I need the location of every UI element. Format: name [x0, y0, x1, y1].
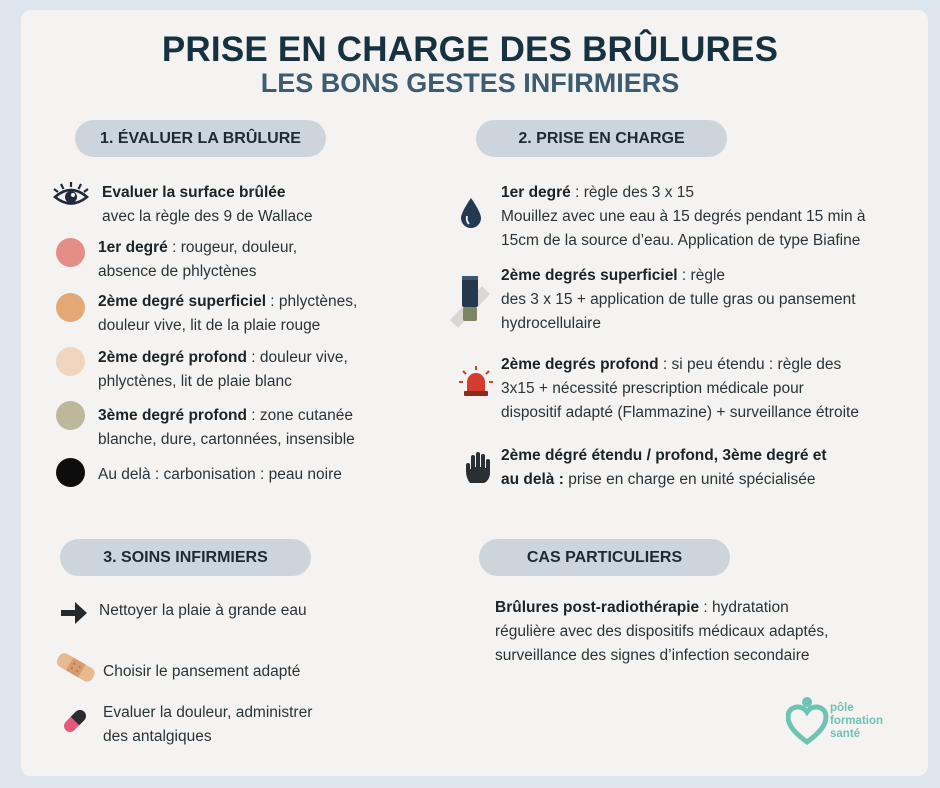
arrow-right-icon — [58, 598, 90, 628]
first-degree-item — [98, 236, 297, 284]
special-radiotherapy-item — [495, 596, 828, 668]
logo-text — [830, 702, 883, 741]
page-title: PRISE EN CHARGE DES BRÛLURES — [161, 30, 779, 69]
care-first-degree-text3: 15cm de la source d’eau. Application de type Biafine — [501, 232, 861, 249]
first-degree-bold: 1er degré — [98, 239, 168, 256]
nursing-pain-text2: des antalgiques — [103, 728, 212, 745]
logo-line2: formation — [830, 715, 884, 727]
care-extended-item — [501, 444, 827, 492]
special-text3: surveillance des signes d’infection secondaire — [495, 647, 810, 664]
care-second-superficial-text: : règle — [677, 267, 726, 284]
care-second-deep-text3: dispositif adapté (Flammazine) + surveillance étroite — [501, 404, 859, 421]
alarm-light-icon — [458, 364, 494, 398]
bandage-icon — [54, 648, 98, 686]
second-degree-deep-item — [98, 346, 348, 394]
second-degree-superficial-bold: 2ème degré superficiel — [98, 293, 266, 310]
third-degree-text2: blanche, dure, cartonnées, insensible — [98, 431, 355, 448]
second-degree-superficial-item — [98, 290, 357, 338]
first-degree-text2: absence de phlyctènes — [98, 263, 257, 280]
care-extended-text2: prise en charge en unité spécialisée — [563, 471, 816, 488]
care-second-superficial-text3: hydrocellulaire — [501, 315, 601, 332]
second-degree-superficial-text: : phlyctènes, — [266, 293, 358, 310]
section-nursing-heading: 3. SOINS INFIRMIERS — [60, 539, 311, 576]
logo-line1: pôle — [830, 702, 854, 714]
page-subtitle: LES BONS GESTES INFIRMIERS — [260, 68, 680, 98]
first-degree-color-dot — [56, 238, 85, 267]
section-special-heading: CAS PARTICULIERS — [479, 539, 730, 576]
nursing-clean-text: Nettoyer la plaie à grande eau — [99, 602, 307, 619]
nursing-bandage-text: Choisir le pansement adapté — [103, 663, 301, 680]
care-second-deep-bold: 2ème degrés profond — [501, 356, 659, 373]
care-second-deep-text2: 3x15 + nécessité prescription médicale pour — [501, 380, 804, 397]
care-first-degree-text2: Mouillez avec une eau à 15 degrés pendant 15 min à — [501, 208, 866, 225]
heart-logo-icon — [786, 696, 832, 746]
logo-line3: santé — [830, 728, 861, 740]
second-degree-deep-bold: 2ème degré profond — [98, 349, 247, 366]
special-bold: Brûlures post-radiothérapie — [495, 599, 700, 616]
third-degree-bold: 3ème degré profond — [98, 407, 247, 424]
special-text: : hydratation — [699, 599, 789, 616]
carbonisation-text: Au delà : carbonisation : peau noire — [98, 466, 342, 483]
nursing-pain-item — [103, 701, 312, 749]
section-evaluate-heading: 1. ÉVALUER LA BRÛLURE — [75, 120, 326, 157]
third-degree-color-dot — [56, 401, 85, 430]
care-extended-bold: 2ème dégré étendu / profond, 3ème degré et — [501, 447, 827, 464]
care-second-deep-text: : si peu étendu : règle des — [658, 356, 842, 373]
special-text2: régulière avec des dispositifs médicaux adaptés, — [495, 623, 829, 640]
care-second-superficial-bold: 2ème degrés superficiel — [501, 267, 678, 284]
care-second-superficial-text2: des 3 x 15 + application de tulle gras ou pansement — [501, 291, 856, 308]
eye-icon — [52, 180, 90, 212]
pill-capsule-icon — [58, 704, 92, 738]
section-care-heading: 2. PRISE EN CHARGE — [476, 120, 727, 157]
second-degree-deep-color-dot — [56, 347, 85, 376]
stop-hand-icon — [462, 450, 494, 486]
care-second-deep-item — [501, 353, 859, 425]
nursing-pain-text: Evaluer la douleur, administrer — [103, 704, 313, 721]
third-degree-text: : zone cutanée — [247, 407, 353, 424]
surface-bold: Evaluer la surface brûlée — [102, 184, 286, 201]
care-first-degree-bold: 1er degré — [501, 184, 571, 201]
first-degree-text: : rougeur, douleur, — [167, 239, 298, 256]
third-degree-item — [98, 404, 355, 452]
surface-text: avec la règle des 9 de Wallace — [102, 208, 313, 225]
ointment-tube-icon — [448, 272, 492, 328]
care-first-degree-text: : règle des 3 x 15 — [570, 184, 695, 201]
care-first-degree-item — [501, 181, 866, 253]
carbonisation-color-dot — [56, 458, 85, 487]
care-extended-bold2: au delà : — [501, 471, 564, 488]
second-degree-superficial-color-dot — [56, 293, 85, 322]
second-degree-deep-text: : douleur vive, — [247, 349, 348, 366]
care-second-superficial-item — [501, 264, 856, 336]
second-degree-deep-text2: phlyctènes, lit de plaie blanc — [98, 373, 292, 390]
water-drop-icon — [456, 195, 486, 231]
second-degree-superficial-text2: douleur vive, lit de la plaie rouge — [98, 317, 321, 334]
surface-item — [102, 181, 313, 229]
